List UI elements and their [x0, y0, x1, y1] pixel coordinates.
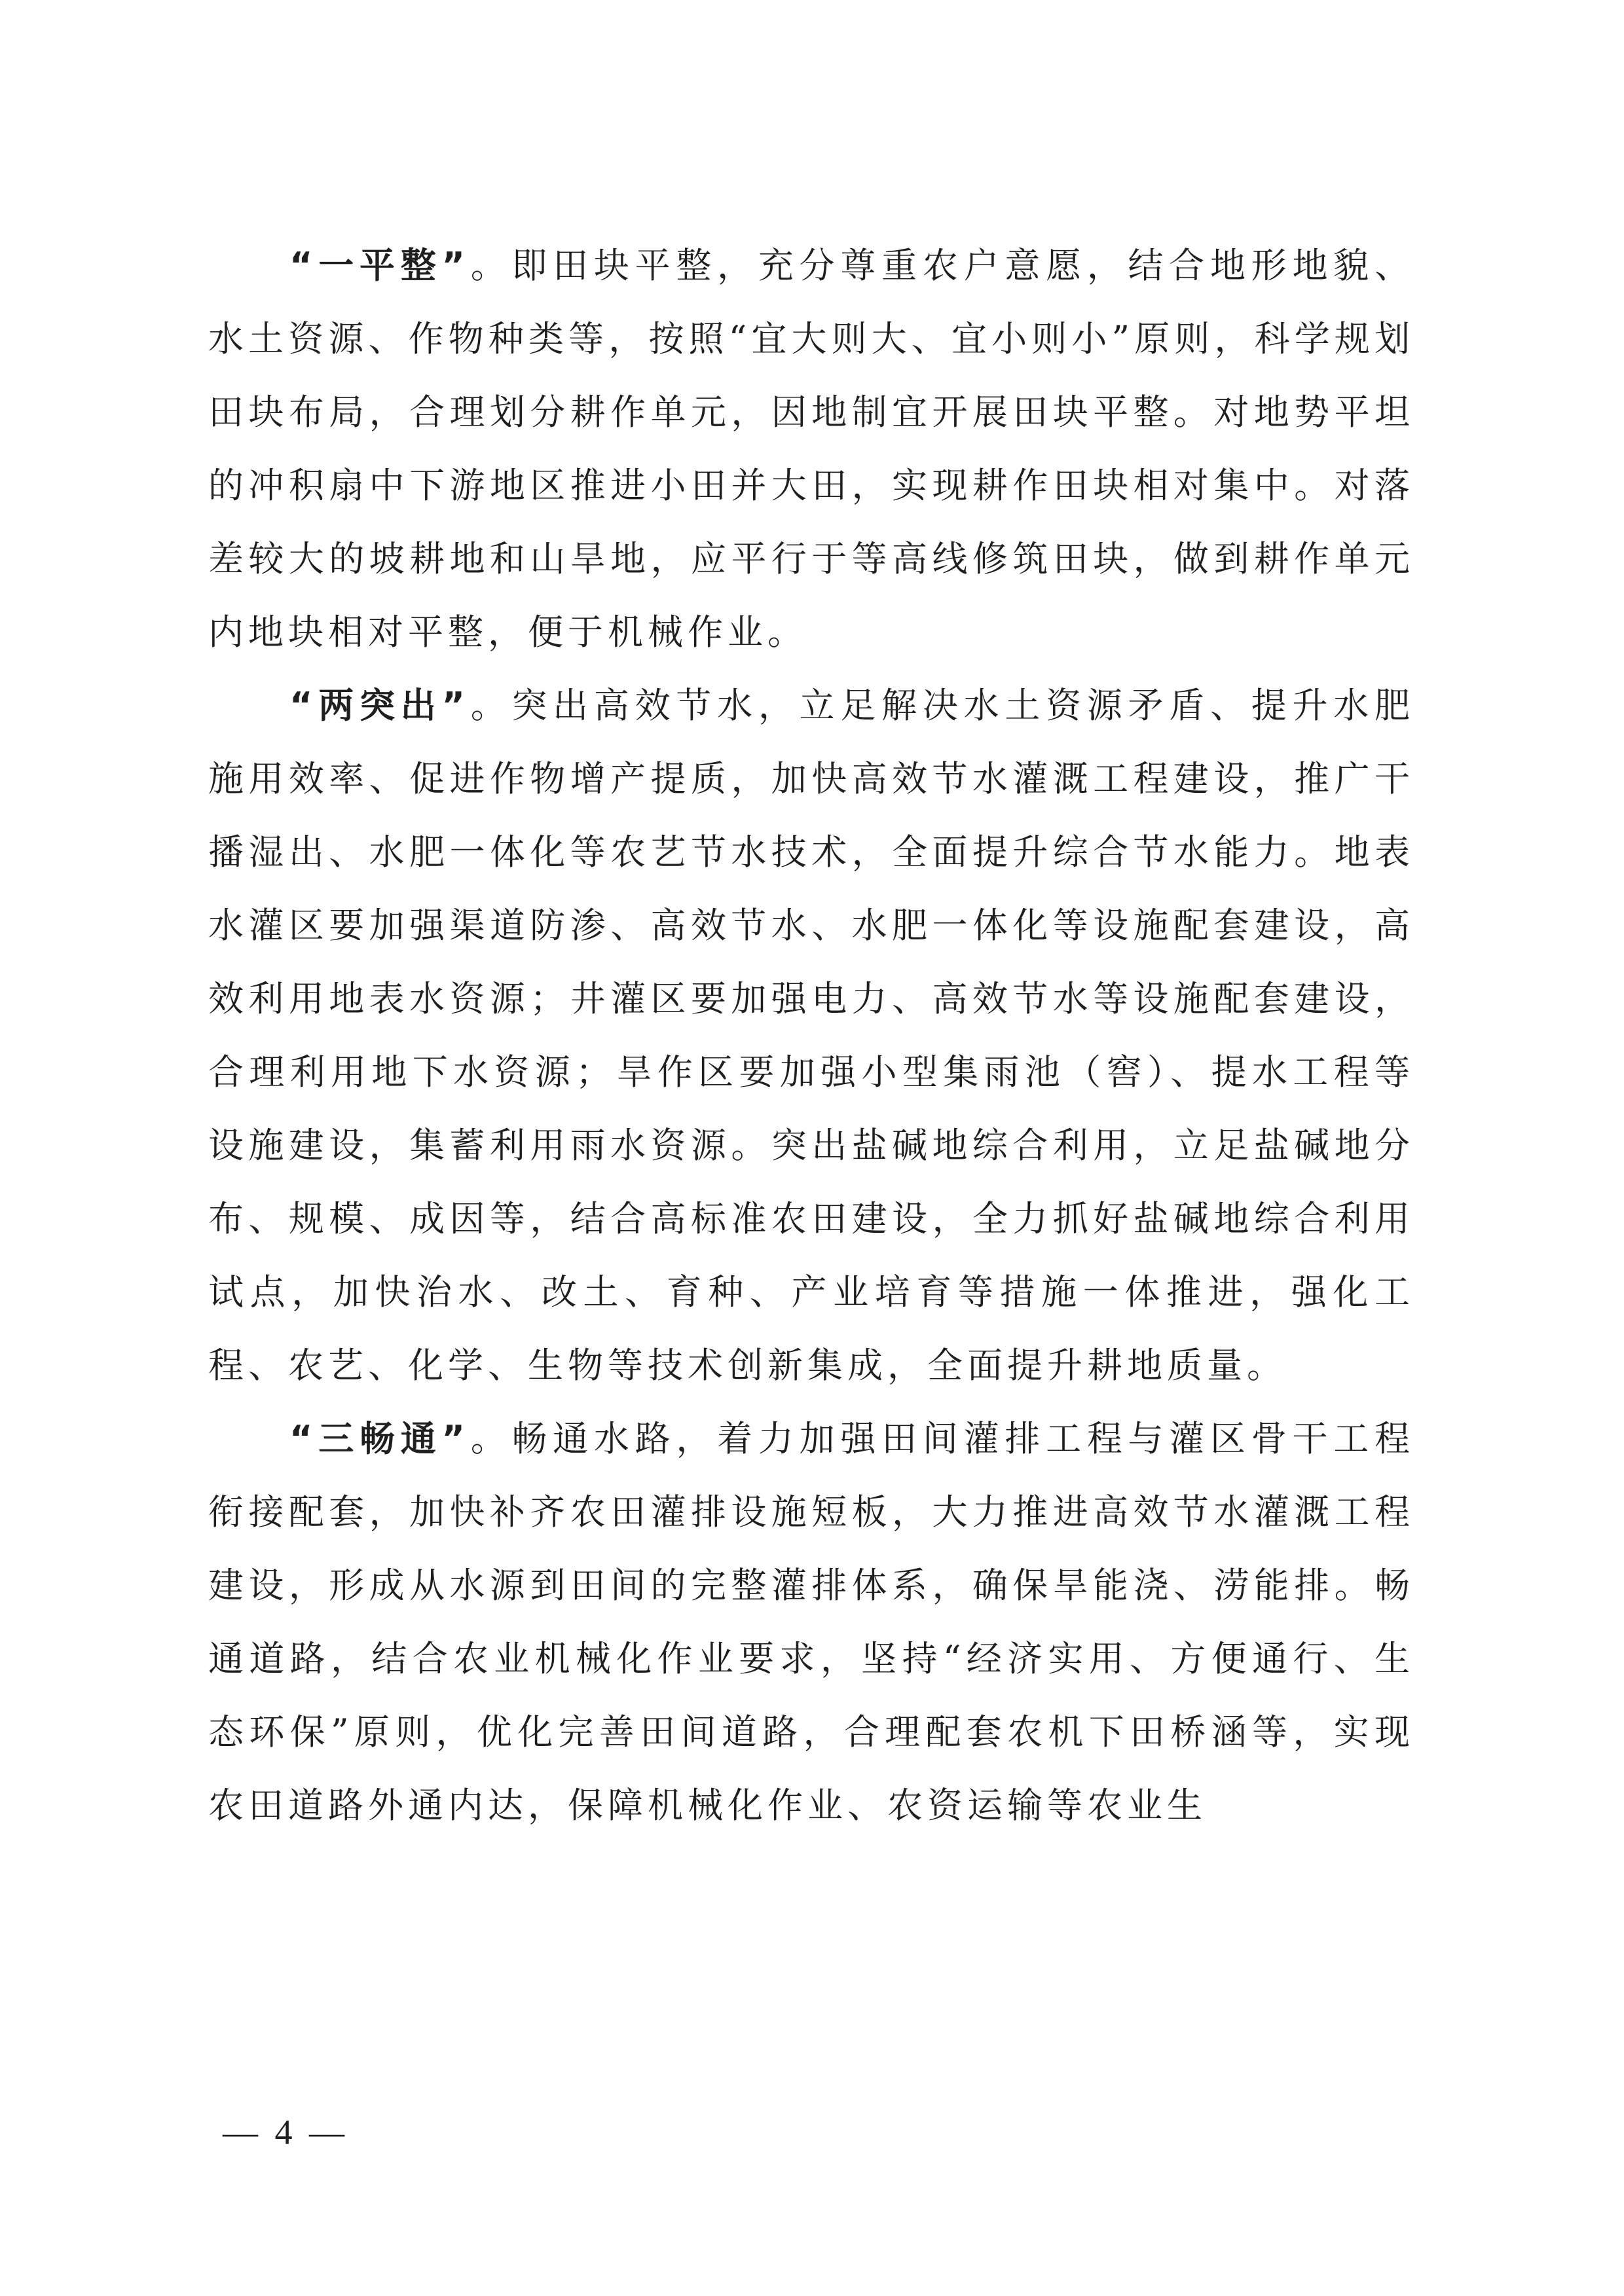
paragraph-lead: “一平整”	[289, 245, 470, 286]
paragraph-san-chang-tong	[208, 1402, 1414, 1842]
paragraph-liang-tu-chu	[208, 669, 1414, 1402]
paragraph-lead: “两突出”	[289, 685, 470, 726]
body-text	[208, 229, 1414, 1842]
paragraph-text: 。畅通水路，着力加强田间灌排工程与灌区骨干工程衔接配套，加快补齐农田灌排设施短板，大力推进高效节水灌溉工程建设，形成从水源到田间的完整灌排体系，确保旱能浇、涝能排。畅通道路，结合农业机械化作业要求，坚持“经济实用、方便通行、生态环保”原则，优化完善田间道路，合理配套农机下田桥涵等，实现农田道路外通内达，保障机械化作业、农资运输等农业生	[208, 1418, 1415, 1826]
paragraph-text: 。突出高效节水，立足解决水土资源矛盾、提升水肥施用效率、促进作物增产提质，加快高效节水灌溉工程建设，推广干播湿出、水肥一体化等农艺节水技术，全面提升综合节水能力。地表水灌区要加强渠道防渗、高效节水、水肥一体化等设施配套建设，高效利用地表水资源；井灌区要加强电力、高效节水等设施配套建设，合理利用地下水资源；旱作区要加强小型集雨池（窖）、提水工程等设施建设，集蓄利用雨水资源。突出盐碱地综合利用，立足盐碱地分布、规模、成因等，结合高标准农田建设，全力抓好盐碱地综合利用试点，加快治水、改土、育种、产业培育等措施一体推进，强化工程、农艺、化学、生物等技术创新集成，全面提升耕地质量。	[208, 685, 1415, 1386]
paragraph-text: 。即田块平整，充分尊重农户意愿，结合地形地貌、水土资源、作物种类等，按照“宜大则大、宜小则小”原则，科学规划田块布局，合理划分耕作单元，因地制宜开展田块平整。对地势平坦的冲积扇中下游地区推进小田并大田，实现耕作田块相对集中。对落差较大的坡耕地和山旱地，应平行于等高线修筑田块，做到耕作单元内地块相对平整，便于机械作业。	[208, 245, 1415, 653]
page-number: — 4 —	[223, 2113, 348, 2152]
paragraph-yi-ping-zheng	[208, 229, 1414, 669]
paragraph-lead: “三畅通”	[289, 1418, 470, 1459]
